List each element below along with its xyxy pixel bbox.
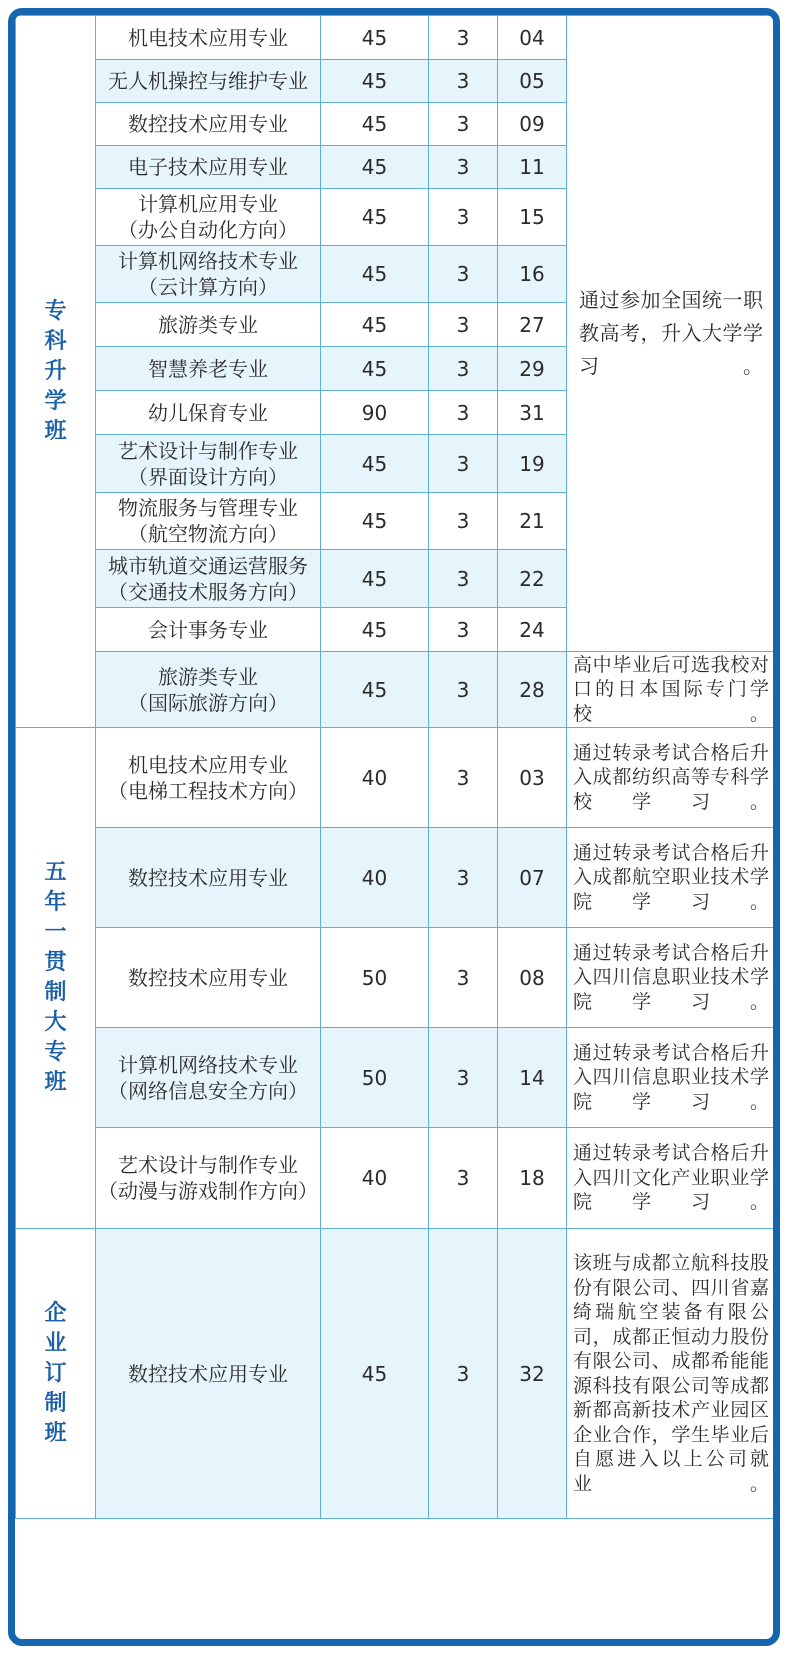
table-row <box>16 1229 774 1519</box>
code-cell: 03 <box>498 728 567 828</box>
major-cell: 数控技术应用专业 <box>96 828 321 928</box>
count-cell: 40 <box>321 828 429 928</box>
majors-table <box>15 15 774 1519</box>
years-cell: 3 <box>429 146 498 189</box>
code-cell: 09 <box>498 103 567 146</box>
code-cell: 16 <box>498 246 567 303</box>
major-cell: 物流服务与管理专业 （航空物流方向） <box>96 493 321 550</box>
group-name-cell <box>16 16 96 728</box>
major-cell: 计算机网络技术专业 （云计算方向） <box>96 246 321 303</box>
count-cell: 45 <box>321 16 429 60</box>
code-cell: 24 <box>498 608 567 652</box>
code-cell: 04 <box>498 16 567 60</box>
years-cell: 3 <box>429 1128 498 1229</box>
group-name: 专科升学班 <box>44 298 67 444</box>
years-cell: 3 <box>429 652 498 728</box>
years-cell: 3 <box>429 435 498 493</box>
major-cell: 艺术设计与制作专业 （界面设计方向） <box>96 435 321 493</box>
count-cell: 45 <box>321 303 429 347</box>
table-row <box>16 16 774 60</box>
years-cell: 3 <box>429 347 498 391</box>
years-cell: 3 <box>429 189 498 246</box>
major-cell: 无人机操控与维护专业 <box>96 60 321 103</box>
code-cell: 28 <box>498 652 567 728</box>
major-cell: 旅游类专业 <box>96 303 321 347</box>
note-cell: 高中毕业后可选我校对口的日本国际专门学校。 <box>567 652 774 728</box>
years-cell: 3 <box>429 828 498 928</box>
years-cell: 3 <box>429 928 498 1028</box>
count-cell: 45 <box>321 493 429 550</box>
count-cell: 40 <box>321 1128 429 1229</box>
count-cell: 45 <box>321 246 429 303</box>
count-cell: 45 <box>321 347 429 391</box>
major-cell: 数控技术应用专业 <box>96 928 321 1028</box>
major-cell: 计算机应用专业 （办公自动化方向） <box>96 189 321 246</box>
table-row <box>16 652 774 728</box>
code-cell: 29 <box>498 347 567 391</box>
code-cell: 32 <box>498 1229 567 1519</box>
code-cell: 08 <box>498 928 567 1028</box>
major-cell: 艺术设计与制作专业 （动漫与游戏制作方向） <box>96 1128 321 1229</box>
admissions-table-frame <box>8 8 780 1646</box>
code-cell: 31 <box>498 391 567 435</box>
major-cell: 旅游类专业 （国际旅游方向） <box>96 652 321 728</box>
group-name-cell <box>16 1229 96 1519</box>
note-cell: 该班与成都立航科技股份有限公司、四川省嘉绮瑞航空装备有限公司，成都正恒动力股份有限公司、成都希能能源科技有限公司等成都新都高新技术产业园区企业合作，学生毕业后自愿进入以上公司就业。 <box>567 1229 774 1519</box>
note-cell: 通过转录考试合格后升入四川信息职业技术学院学习。 <box>567 928 774 1028</box>
code-cell: 07 <box>498 828 567 928</box>
years-cell: 3 <box>429 493 498 550</box>
count-cell: 45 <box>321 550 429 608</box>
note-cell: 通过转录考试合格后升入成都纺织高等专科学校学习。 <box>567 728 774 828</box>
years-cell: 3 <box>429 1028 498 1128</box>
major-cell: 计算机网络技术专业 （网络信息安全方向） <box>96 1028 321 1128</box>
years-cell: 3 <box>429 728 498 828</box>
years-cell: 3 <box>429 550 498 608</box>
major-cell: 幼儿保育专业 <box>96 391 321 435</box>
count-cell: 45 <box>321 146 429 189</box>
code-cell: 22 <box>498 550 567 608</box>
major-cell: 机电技术应用专业 （电梯工程技术方向） <box>96 728 321 828</box>
count-cell: 45 <box>321 1229 429 1519</box>
code-cell: 19 <box>498 435 567 493</box>
major-cell: 数控技术应用专业 <box>96 103 321 146</box>
count-cell: 45 <box>321 103 429 146</box>
code-cell: 15 <box>498 189 567 246</box>
count-cell: 45 <box>321 435 429 493</box>
years-cell: 3 <box>429 1229 498 1519</box>
table-row <box>16 1028 774 1128</box>
years-cell: 3 <box>429 303 498 347</box>
code-cell: 11 <box>498 146 567 189</box>
note-cell: 通过参加全国统一职教高考，升入大学学习。 <box>567 16 774 652</box>
code-cell: 21 <box>498 493 567 550</box>
years-cell: 3 <box>429 16 498 60</box>
count-cell: 45 <box>321 60 429 103</box>
table-row <box>16 728 774 828</box>
group-name: 企业订制班 <box>44 1300 67 1446</box>
major-cell: 数控技术应用专业 <box>96 1229 321 1519</box>
note-cell: 通过转录考试合格后升入四川文化产业职业学院学习。 <box>567 1128 774 1229</box>
years-cell: 3 <box>429 246 498 303</box>
code-cell: 05 <box>498 60 567 103</box>
major-cell: 会计事务专业 <box>96 608 321 652</box>
years-cell: 3 <box>429 391 498 435</box>
count-cell: 90 <box>321 391 429 435</box>
code-cell: 14 <box>498 1028 567 1128</box>
group-name-cell <box>16 728 96 1229</box>
note-cell: 通过转录考试合格后升入成都航空职业技术学院学习。 <box>567 828 774 928</box>
group-name: 五年一贯制大专班 <box>44 860 67 1095</box>
code-cell: 18 <box>498 1128 567 1229</box>
code-cell: 27 <box>498 303 567 347</box>
note-cell: 通过转录考试合格后升入四川信息职业技术学院学习。 <box>567 1028 774 1128</box>
count-cell: 50 <box>321 1028 429 1128</box>
count-cell: 45 <box>321 189 429 246</box>
major-cell: 电子技术应用专业 <box>96 146 321 189</box>
table-row <box>16 828 774 928</box>
years-cell: 3 <box>429 608 498 652</box>
count-cell: 40 <box>321 728 429 828</box>
count-cell: 45 <box>321 652 429 728</box>
major-cell: 智慧养老专业 <box>96 347 321 391</box>
table-row <box>16 928 774 1028</box>
major-cell: 机电技术应用专业 <box>96 16 321 60</box>
major-cell: 城市轨道交通运营服务 （交通技术服务方向） <box>96 550 321 608</box>
years-cell: 3 <box>429 60 498 103</box>
count-cell: 45 <box>321 608 429 652</box>
count-cell: 50 <box>321 928 429 1028</box>
table-row <box>16 1128 774 1229</box>
years-cell: 3 <box>429 103 498 146</box>
